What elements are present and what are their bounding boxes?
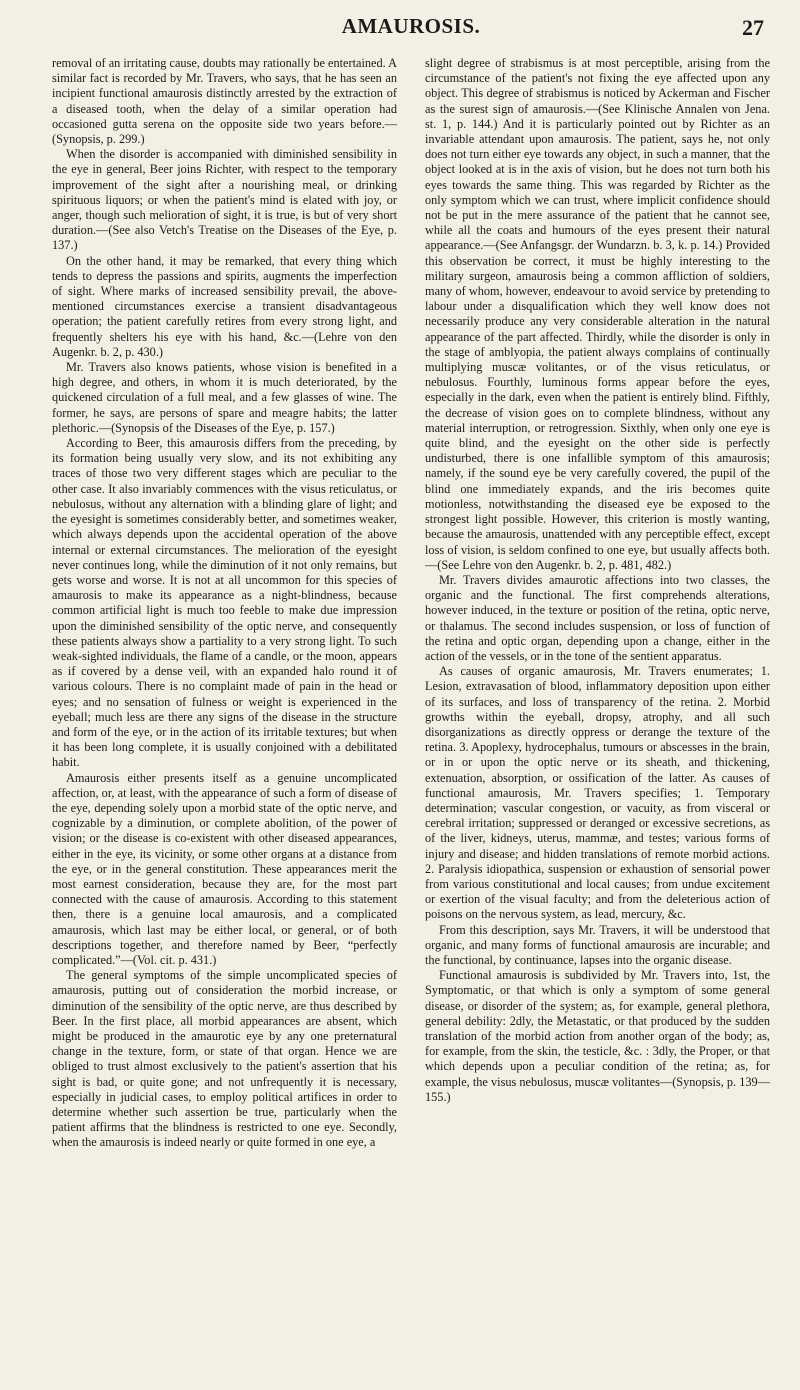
- page-header: [52, 0, 770, 56]
- paragraph: removal of an irritating cause, doubts may rationally be entertained. A similar fact is recorded by Mr. Travers, who says, that he has seen an incipient functional amaurosis distinctly arrested by the extraction of a diseased tooth, when the delay of a similar operation had occasioned gutta serena on the opposite side two years before.—(Synopsis, p. 299.): [52, 56, 397, 147]
- paragraph: Mr. Travers divides amaurotic affections into two classes, the organic and the functional. The first comprehends alterations, however induced, in the texture or position of the retina, optic nerve, or thalamus. The second includes suspension, or loss of function of the retina and optic organ, depending upon a change, either in the action of the vessels, or in the tone of the sentient apparatus.: [425, 572, 770, 663]
- paragraph: On the other hand, it may be remarked, that every thing which tends to depress the passions and spirits, augments the imperfection of sight. Where marks of increased sensibility prevail, the above-mentioned circumstances exercise a transient disadvantageous operation; the patient carefully retires from every strong light, and frequently shelters his eye with his hand, &c.—(Lehre von den Augenkr. b. 2, p. 430.): [52, 253, 397, 359]
- paragraph: Functional amaurosis is subdivided by Mr. Travers into, 1st, the Symptomatic, or that which is only a symptom of some general disease, or disorder of the system; as, for example, general plethora, general debility: 2dly, the Metastatic, or that produced by the sudden translation of the morbid action from another organ of the body; as, for example, from the skin, the testicle, &c. : 3dly, the Proper, or that which depends upon a peculiar condition of the retina; as, for example, the visus nebulosus, muscæ volitantes—(Synopsis, p. 139—155.): [425, 968, 770, 1104]
- paragraph: Mr. Travers also knows patients, whose vision is benefited in a high degree, and others, in whom it is much deteriorated, by the quickened circulation of a full meal, and a few glasses of wine. The former, he says, are persons of spare and meagre habits; the latter plethoric.—(Synopsis of the Diseases of the Eye, p. 157.): [52, 360, 397, 435]
- paragraph: When the disorder is accompanied with diminished sensibility in the eye in general, Beer joins Richter, with respect to the temporary improvement of the sight after a nourishing meal, or drinking spirituous liquors; or when the patient's mind is elated with joy, or anger, though such melioration of sight, it is true, is but of very short duration.—(See also Vetch's Treatise on the Diseases of the Eye, p. 137.): [52, 147, 397, 253]
- paragraph: Amaurosis either presents itself as a genuine uncomplicated affection, or, at least, with the appearance of such a form of disease of the eye, depending solely upon a morbid state of the optic nerve, and cognizable by a diminution, or complete abolition, of the power of vision; or the disease is co-existent with other diseased appearances, either in the eye, its vicinity, or some other organs at a distance from the eye, or in the general constitution. These appearances merit the most earnest consideration, because they are, for the most part connected with the cause of amaurosis. According to this statement then, there is a genuine local amaurosis, and a complicated amaurosis, which last may be either local, or general, or of both descriptions together, and therefore named by Beer, “perfectly complicated.”—(Vol. cit. p. 431.): [52, 770, 397, 967]
- running-title: AMAUROSIS.: [341, 14, 481, 38]
- page-number: 27: [742, 15, 764, 40]
- paragraph: The general symptoms of the simple uncomplicated species of amaurosis, putting out of consideration the morbid increase, or diminution of the sensibility of the optic nerve, are thus described by Beer. In the first place, all morbid appearances are absent, which might be produced in the amaurotic eye by any one preternatural change in the texture, form, or state of that organ. Hence we are obliged to trust almost exclusively to the patient's assertion that his sight is bad, or quite gone; and not unfrequently it is necessary, especially in judicial cases, to employ political artifices in order to determine whether such assertion be true, particularly when the patient affirms that the blindness is restricted to one eye. Secondly, when the amaurosis is indeed nearly or quite formed in one eye, a: [52, 968, 397, 1150]
- paragraph: From this description, says Mr. Travers, it will be understood that organic, and many forms of functional amaurosis are incurable; and the functional, by continuance, lapses into the organic disease.: [425, 922, 770, 967]
- text-columns: [52, 56, 770, 1151]
- paragraph: According to Beer, this amaurosis differs from the preceding, by its formation being usually very slow, and its not exhibiting any traces of those two very different stages which are peculiar to the other case. It also invariably commences with the visus reticulatus, or nebulosus, without any alternation with a blinding glare of light; and the eyesight is sometimes considerably better, and sometimes weaker, which always depends upon the accidental operation of the above internal or external circumstances. The melioration of the eyesight never continues long, while the diminution of it not only remains, but gets worse and worse. It is not at all uncommon for this species of amaurosis to make its appearance as a night-blindness, because common artificial light is much too feeble to make due impression upon the diminished sensibility of the optic nerve, and consequently these patients always show a partiality to a very strong light. To such weak-sighted individuals, the flame of a candle, or the moon, appears as if covered by a dense veil, with an expanded halo round it of various colours. There is no complaint made of pain in the head or eyes; and no sensation of fulness or weight is experienced in the eyeball; much less are there any signs of the disease in the structure and form of the eye, or in the action of its irritable textures; but when it has been long complete, it is usually conjoined with a debilitated habit.: [52, 436, 397, 770]
- left-column: [52, 56, 397, 1151]
- paragraph: As causes of organic amaurosis, Mr. Travers enumerates; 1. Lesion, extravasation of blood, inflammatory deposition upon either of its surfaces, and loss of transparency of the retina. 2. Morbid growths within the eyeball, dropsy, atrophy, and all such disorganizations as directly oppress or derange the texture of the retina. 3. Apoplexy, hydrocephalus, tumours or abscesses in the brain, or in or upon the optic nerve or its sheath, and thickening, extenuation, absorption, or ossification of the latter. As causes of functional amaurosis, Mr. Travers specifies; 1. Temporary determination; vascular congestion, or vacuity, as from visceral or cerebral irritation; suppressed or deranged or excessive secretions, as of the liver, kidneys, uterus, mammæ, and testes; various forms of injury and disease; and hidden translations of remote morbid actions. 2. Paralysis idiopathica, suspension or exhaustion of sensorial power from various constitutional and local causes; from undue excitement or exertion of the visual faculty; and from the deleterious action of poisons on the nervous system, as lead, mercury, &c.: [425, 664, 770, 922]
- right-column: [425, 56, 770, 1151]
- paragraph: slight degree of strabismus is at most perceptible, arising from the circumstance of the patient's not fixing the eye affected upon any object. This degree of strabismus is noticed by Ackerman and Fischer as the surest sign of amaurosis.—(See Klinische Annalen von Jena. st. 1, p. 144.) And it is particularly pointed out by Richter as an invariable attendant upon amaurosis. The patient, says he, not only does not turn either eye towards any object, in such a manner, that the object looked at is in the axis of vision, but he does not turn both his eyes towards the same thing. This was regarded by Richter as the only symptom which we can trust, where implicit confidence should not be put in the mere assurance of the patient that he cannot see, while all the coats and humours of the eyes present their natural appearance.—(See Anfangsgr. der Wundarzn. b. 3, k. p. 14.) Provided this observation be correct, it must be highly interesting to the military surgeon, amaurosis being a common affliction of soldiers, many of whom, however, endeavour to avoid service by pretending to labour under a disqualification which they well know does not necessarily produce any very considerable alteration in the natural appearance of the part affected. Thirdly, while the disorder is only in the stage of amblyopia, the patient always complains of continually multiplying muscæ volitantes, or of the visus reticulatus, or nebulosus. Fourthly, luminous forms appear before the eyes, especially in the dark, even when the patient is entirely blind. Fifthly, the decrease of vision goes on to complete blindness, without any material interruption, or retrogression. Sixthly, when only one eye is quite blind, and the eyesight on the other side is perfectly undisturbed, there is one infallible symptom of this amaurosis; namely, if the sound eye be very carefully covered, the pupil of the blind one immediately expands, and the iris becomes quite motionless, notwithstanding the diseased eye be exposed to the strongest light possible. However, this criterion is mostly wanting, because the amaurosis, unattended with any perceptible effect, except loss of vision, is seldom confined to one eye, but usually affects both.—(See Lehre von den Augenkr. b. 2, p. 481, 482.): [425, 56, 770, 572]
